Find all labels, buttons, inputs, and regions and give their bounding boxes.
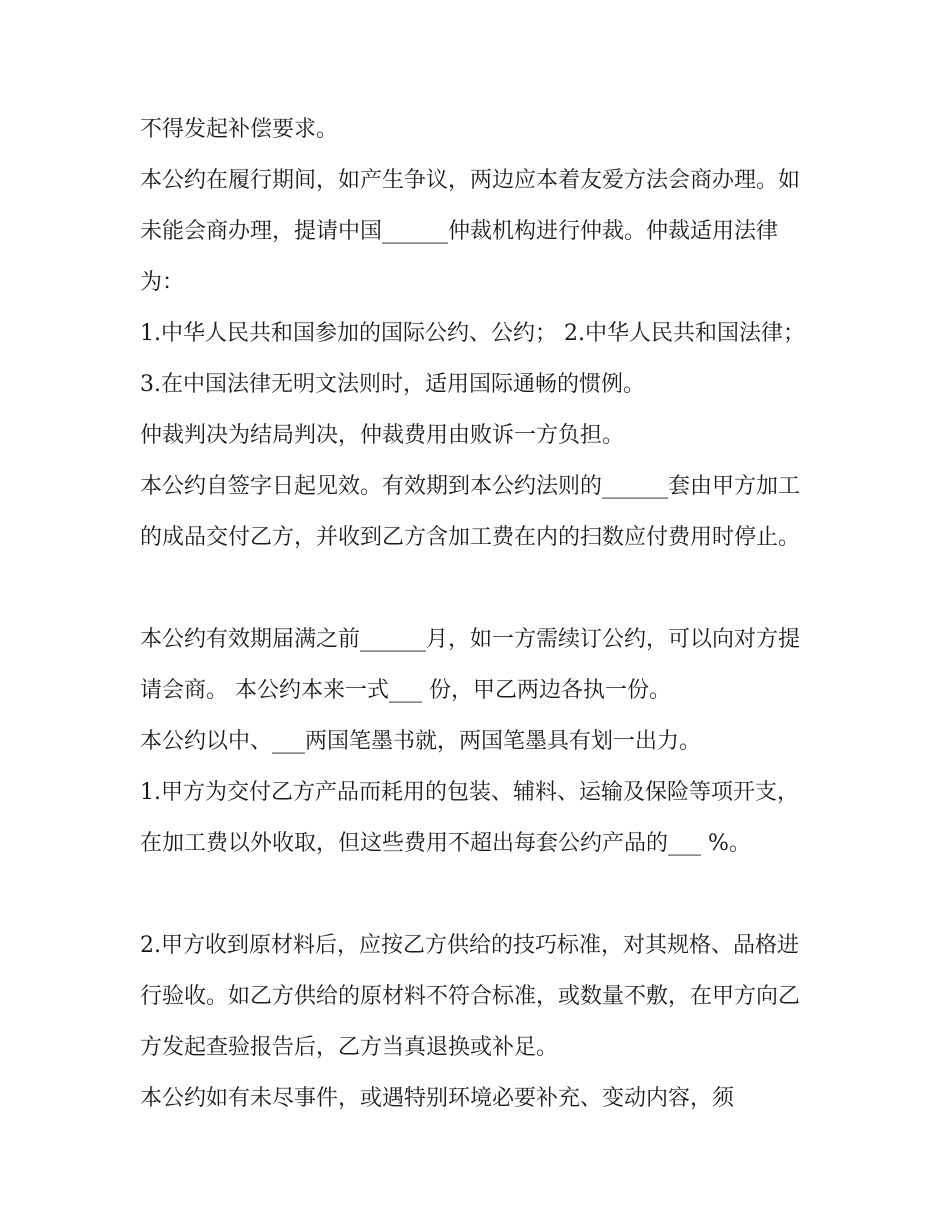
paragraph-renewal: 本公约有效期届满之前______月，如一方需续订公约，可以向对方提请会商。 本公约本来一式___ 份，甲乙两边各执一份。 bbox=[140, 627, 801, 703]
paragraph-supplement: 本公约如有未尽事件，或遇特别环境必要补充、变动内容，须 bbox=[140, 1086, 735, 1111]
paragraph-arbitration-award: 仲裁判决为结局判决，仲裁费用由败诉一方负担。 bbox=[140, 423, 625, 448]
paragraph-compensation: 不得发起补偿要求。 bbox=[140, 117, 339, 142]
paragraph-inspection: 2.甲方收到原材料后，应按乙方供给的技巧标准，对其规格、品格进行验收。如乙方供给的原材料不符合标准，或数量不敷，在甲方向乙方发起查验报告后，乙方当真退换或补足。 bbox=[140, 933, 801, 1060]
paragraph-applicable-law: 1.中华人民共和国参加的国际公约、公约； 2.中华人民共和国法律； 3.在中国法律无明文法则时，适用国际通畅的惯例。 bbox=[140, 321, 805, 397]
paragraph-effective-date: 本公约自签字日起见效。有效期到本公约法则的______套由甲方加工的成品交付乙方，并收到乙方含加工费在内的扫数应付费用时停止。 bbox=[140, 474, 801, 550]
paragraph-expenses: 1.甲方为交付乙方产品而耗用的包装、辅料、运输及保险等项开支，在加工费以外收取，但这些费用不超出每套公约产品的___ %。 bbox=[140, 780, 799, 856]
paragraph-dispute: 本公约在履行期间，如产生争议，两边应本着友爱方法会商办理。如未能会商办理，提请中国______仲裁机构进行仲裁。仲裁适用法律为： bbox=[140, 168, 801, 295]
paragraph-languages: 本公约以中、___两国笔墨书就，两国笔墨具有划一出力。 bbox=[140, 729, 702, 754]
